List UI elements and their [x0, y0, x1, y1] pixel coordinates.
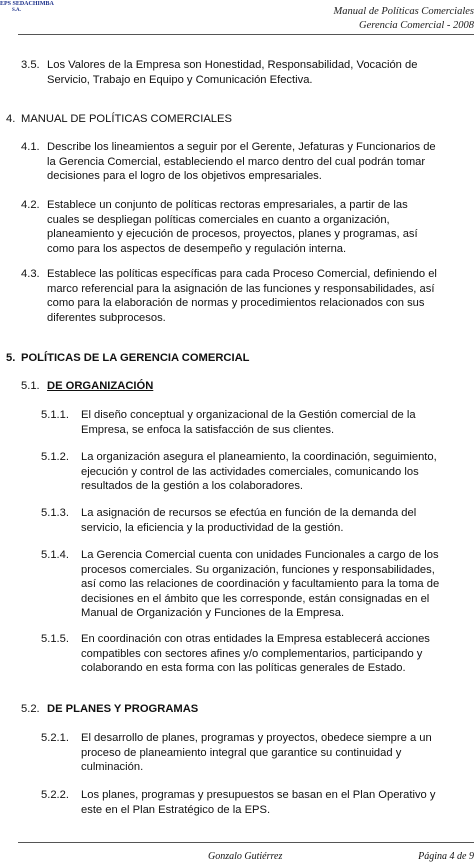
paragraph-line: cuales se despliegan políticas comerciales en cuanto a organización,: [47, 213, 390, 226]
paragraph-number: 5.2.1.: [41, 732, 69, 744]
paragraph-5-1-5: [41, 632, 474, 676]
paragraph-line: Establece las políticas específicas para cada Proceso Comercial, definiendo el: [47, 268, 437, 280]
paragraph-number: 5.2.2.: [41, 789, 69, 801]
paragraph-line: así como las relaciones de coordinación y facultamiento para la toma de: [81, 578, 440, 590]
footer-author: Gonzalo Gutiérrez: [208, 851, 283, 862]
paragraph-number: 4.1.: [21, 141, 40, 153]
section-title: POLÍTICAS DE LA GERENCIA COMERCIAL: [21, 352, 250, 364]
paragraph-number: 5.1.1.: [41, 409, 69, 421]
paragraph-line: diferentes subprocesos.: [47, 311, 166, 324]
paragraph-number: 5.1.4.: [41, 549, 69, 561]
paragraph-line: Servicio, Trabajo en Equipo y Comunicación Efectiva.: [47, 73, 313, 86]
paragraph-line: compatibles con sectores afines y/o complementarios, participando y: [81, 647, 423, 660]
paragraph-line: decisiones para el logro de los objetivos empresariales.: [47, 170, 322, 182]
paragraph-5-1-2: [41, 450, 474, 494]
section-title: MANUAL DE POLÍTICAS COMERCIALES: [21, 113, 232, 125]
document-title: Manual de Políticas Comerciales: [333, 6, 474, 17]
paragraph-line: como para los aspectos de desempeño y regulación interna.: [47, 242, 347, 255]
subsection-heading-5-1: [21, 379, 461, 394]
paragraph-4-3: [21, 267, 474, 325]
paragraph-line: Los planes, programas y presupuestos se basan en el Plan Operativo y: [81, 789, 436, 801]
paragraph-line: Los Valores de la Empresa son Honestidad, Responsabilidad, Vocación de: [47, 59, 418, 71]
paragraph-line: ejecución y control de las actividades comerciales, comunicando los: [81, 465, 419, 478]
section-number: 5.: [6, 352, 16, 364]
paragraph-line: El desarrollo de planes, programas y proyectos, obedece siempre a un: [81, 732, 432, 744]
subsection-title: DE PLANES Y PROGRAMAS: [47, 703, 199, 715]
footer-page-number: Página 4 de 9: [418, 851, 474, 862]
paragraph-line: planeamiento y ejecución de procesos, proyectos, planes y programas, así: [47, 228, 418, 240]
header-divider: [18, 34, 474, 35]
paragraph-line: Describe los lineamientos a seguir por el Gerente, Jefaturas y Funcionarios de: [47, 141, 436, 153]
subsection-number: 5.2.: [21, 703, 40, 715]
paragraph-4-1: [21, 140, 474, 184]
paragraph-number: 5.1.5.: [41, 633, 69, 645]
paragraph-line: procesos comerciales. Su organización, funciones y responsabilidades,: [81, 563, 435, 576]
paragraph-line: Empresa, se enfoca la satisfacción de sus clientes.: [81, 423, 335, 436]
logo-subtext: S.A.: [12, 8, 21, 13]
paragraph-number: 4.3.: [21, 268, 40, 280]
paragraph-line: como para la elaboración de normas y procedimientos relacionados con sus: [47, 297, 425, 309]
paragraph-line: Establece un conjunto de políticas rectoras empresariales, a partir de las: [47, 199, 408, 211]
paragraph-line: servicio, la eficiencia y la productividad de la gestión.: [81, 521, 344, 534]
company-logo: [0, 0, 58, 34]
logo-text: EPS SEDACHIMBA: [0, 1, 54, 7]
paragraph-number: 4.2.: [21, 199, 40, 211]
paragraph-4-2: [21, 198, 474, 256]
subsection-title: DE ORGANIZACIÓN: [47, 380, 154, 392]
paragraph-line: La organización asegura el planeamiento, la coordinación, seguimiento,: [81, 451, 437, 463]
subsection-heading-5-2: [21, 702, 461, 717]
section-heading-4: [6, 112, 466, 127]
paragraph-5-2-2: [41, 788, 474, 817]
paragraph-5-1-3: [41, 506, 474, 535]
section-heading-5: [6, 351, 466, 366]
subsection-number: 5.1.: [21, 380, 40, 392]
paragraph-line: El diseño conceptual y organizacional de la Gestión comercial de la: [81, 409, 416, 421]
paragraph-line: la Gerencia Comercial, estableciendo el marco dentro del cual podrán tomar: [47, 155, 426, 168]
paragraph-5-1-1: [41, 408, 474, 437]
paragraph-line: En coordinación con otras entidades la Empresa establecerá acciones: [81, 633, 430, 645]
paragraph-number: 5.1.3.: [41, 507, 69, 519]
section-number: 4.: [6, 113, 16, 125]
paragraph-5-1-4: [41, 548, 474, 621]
paragraph-line: decisiones en el ámbito que les corresponde, están consignadas en el: [81, 592, 430, 605]
document-subtitle: Gerencia Comercial - 2008: [359, 20, 474, 31]
paragraph-line: marco referencial para la asignación de las funciones y responsabilidades, así: [47, 282, 435, 295]
paragraph-line: resultados de la gestión a los colaboradores.: [81, 480, 304, 492]
paragraph-line: colaborando en esta forma con las políticas generales de Estado.: [81, 662, 406, 674]
paragraph-line: La asignación de recursos se efectúa en función de la demanda del: [81, 507, 417, 519]
footer-divider: [18, 842, 474, 843]
paragraph-line: Manual de Organización y Funciones de la Empresa.: [81, 607, 345, 619]
paragraph-number: 5.1.2.: [41, 451, 69, 463]
paragraph-5-2-1: [41, 731, 474, 775]
paragraph-line: proceso de planeamiento integral que garantice su continuidad y: [81, 746, 402, 759]
paragraph-line: culminación.: [81, 761, 144, 773]
paragraph-number: 3.5.: [21, 59, 40, 71]
paragraph-3-5: [21, 58, 474, 87]
paragraph-line: La Gerencia Comercial cuenta con unidades Funcionales a cargo de los: [81, 549, 439, 561]
paragraph-line: este en el Plan Estratégico de la EPS.: [81, 803, 271, 816]
